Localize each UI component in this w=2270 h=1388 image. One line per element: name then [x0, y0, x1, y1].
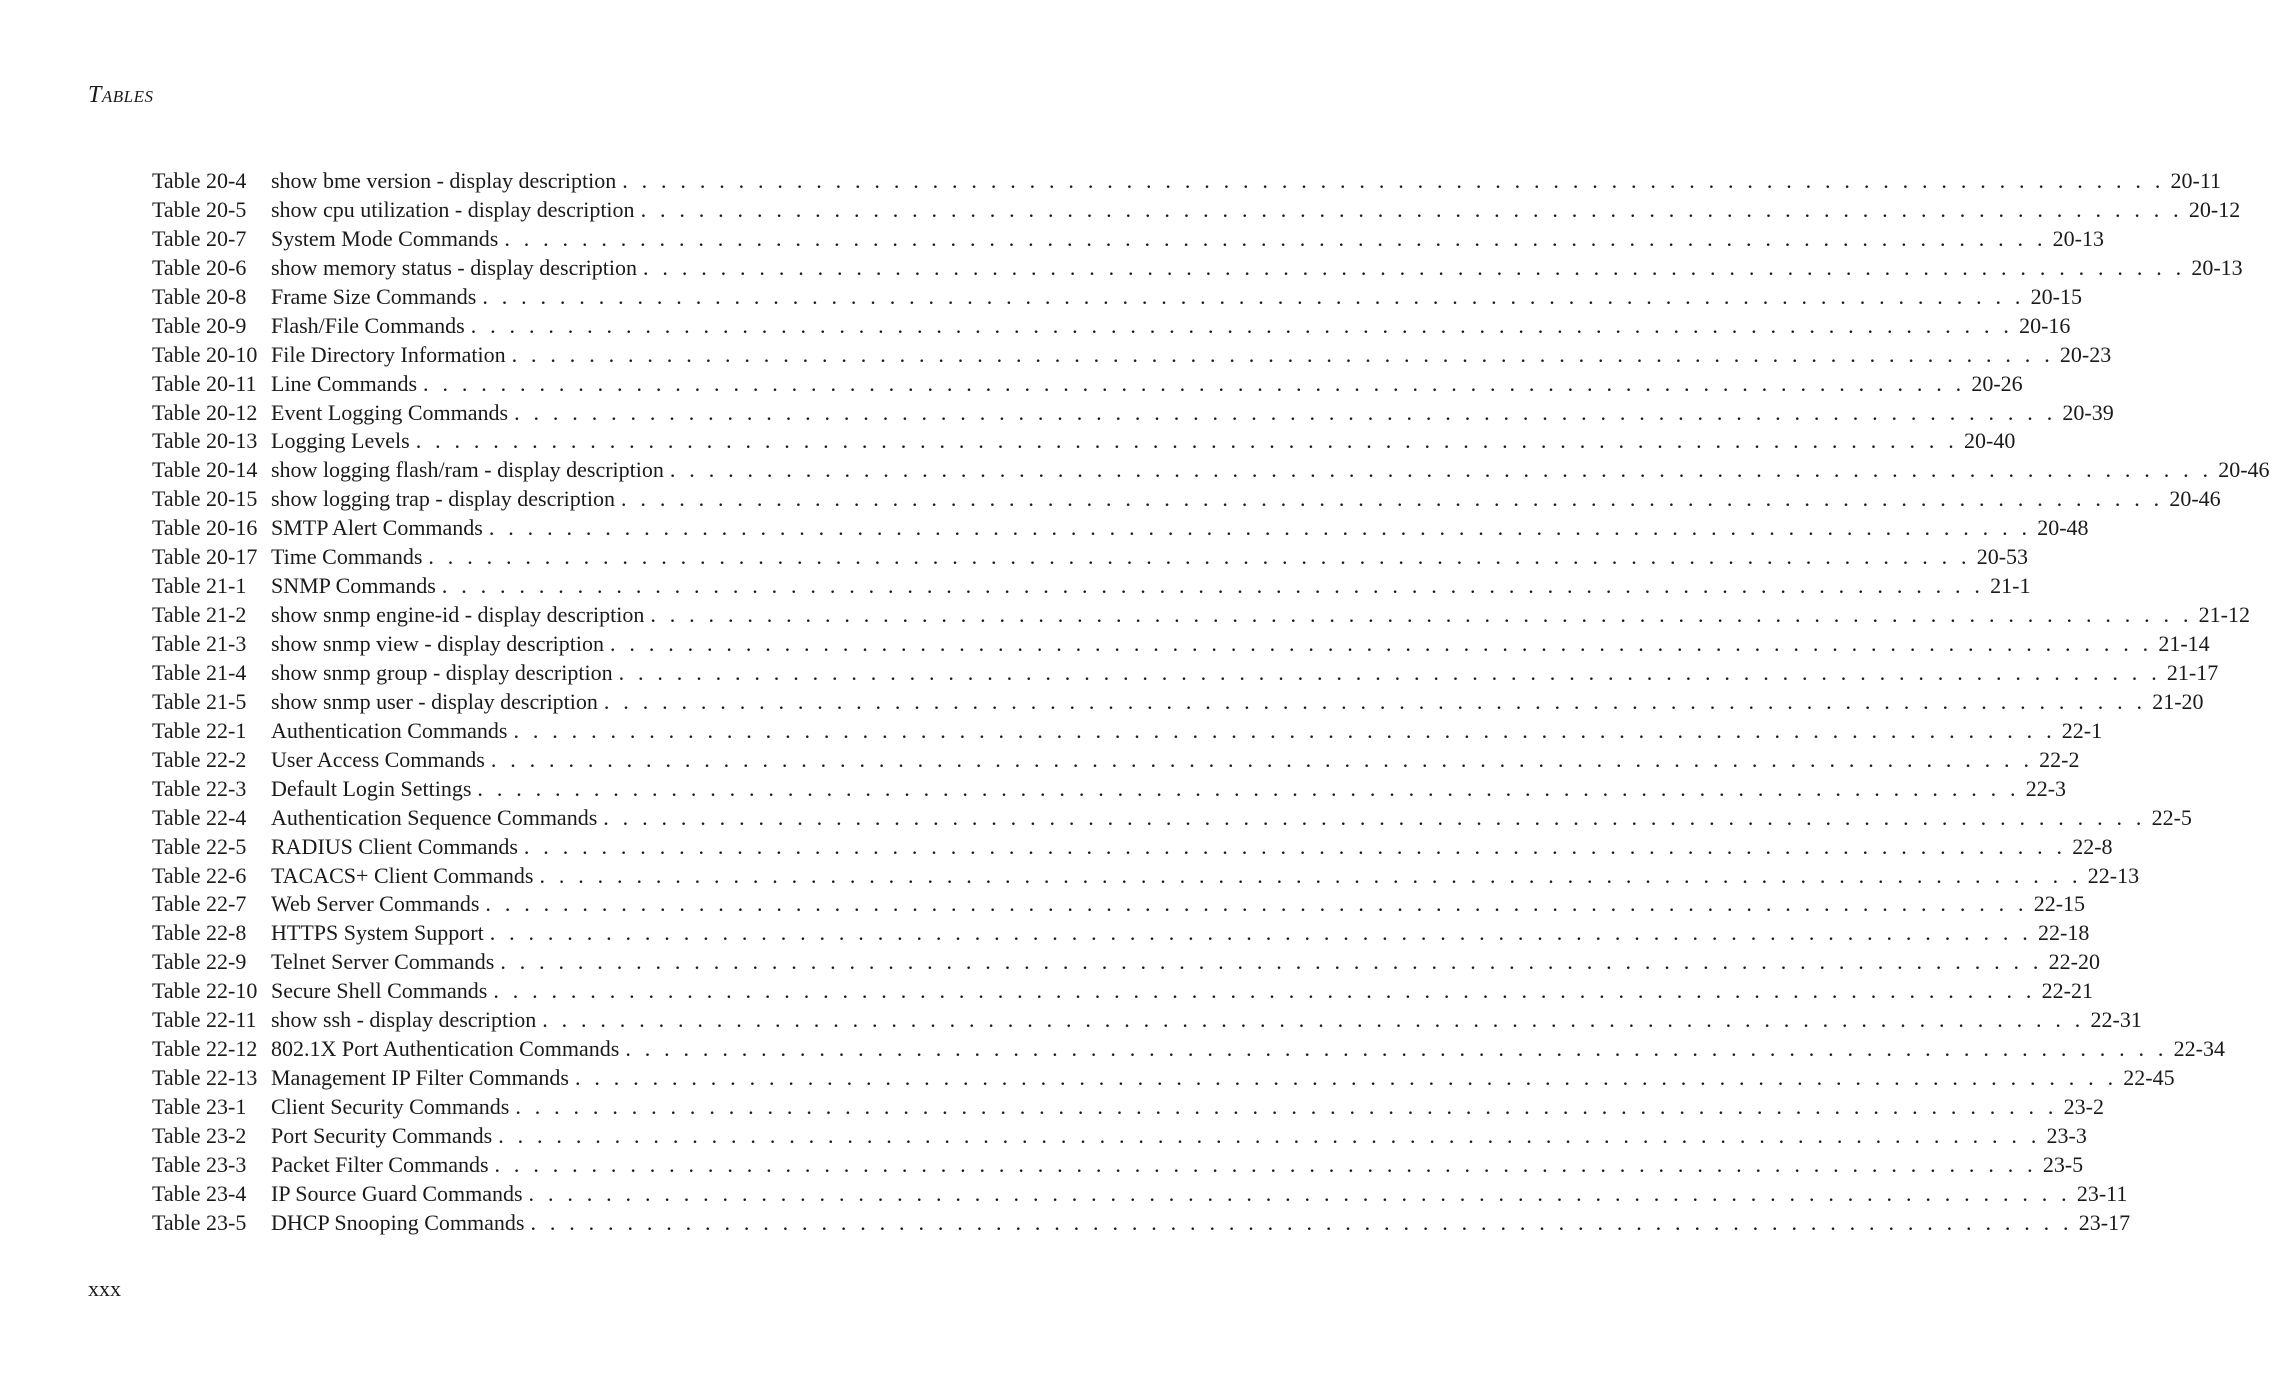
toc-entry-page: 21-1 — [1990, 573, 2031, 599]
toc-dot-leader: . . . . . . . . . . . . . . . . . . . . . . . . . . . . . . . . . . . . . . . . . . . . . . . . . . . . . . . . . . . . . . . . . . . . . . . . . . . . . . . . — [610, 631, 2153, 656]
toc-dot-leader: . . . . . . . . . . . . . . . . . . . . . . . . . . . . . . . . . . . . . . . . . . . . . . . . . . . . . . . . . . . . . . . . . . . . . . . . . . . . . . . . — [515, 1094, 2058, 1119]
toc-entry-number: Table 20-15 — [152, 486, 258, 512]
toc-entry-title: SNMP Commands — [271, 573, 436, 599]
toc-dot-leader: . . . . . . . . . . . . . . . . . . . . . . . . . . . . . . . . . . . . . . . . . . . . . . . . . . . . . . . . . . . . . . . . . . . . . . . . . . . . . . . . — [482, 283, 2025, 309]
toc-entry[interactable] — [152, 804, 2192, 833]
toc-entry-title: Management IP Filter Commands — [271, 1065, 569, 1091]
toc-entry-title: show memory status - display description — [271, 254, 638, 280]
toc-entry-page: 20-13 — [2052, 225, 2104, 251]
toc-entry-page: 22-3 — [2025, 775, 2067, 801]
toc-entry[interactable] — [152, 1006, 2142, 1035]
toc-entry-number: Table 21-4 — [152, 659, 247, 685]
toc-entry-number: Table 23-2 — [152, 1122, 247, 1148]
toc-entry-title: Logging Levels — [271, 428, 410, 454]
toc-entry-number: Table 20-4 — [152, 168, 247, 193]
toc-entry-number: Table 22-5 — [152, 833, 247, 859]
toc-entry[interactable] — [152, 1035, 2225, 1064]
table-of-tables — [152, 167, 2270, 1238]
toc-entry-page: 22-18 — [2038, 920, 2090, 946]
toc-entry-page: 20-11 — [2170, 168, 2222, 193]
toc-entry-title: DHCP Snooping Commands — [271, 1209, 525, 1235]
toc-entry-title: show snmp group - display description — [271, 659, 613, 685]
toc-entry-page: 22-20 — [2048, 949, 2100, 975]
toc-entry[interactable] — [152, 630, 2210, 659]
toc-entry-title: show bme version - display description — [271, 168, 617, 193]
toc-entry-number: Table 23-1 — [152, 1094, 247, 1119]
toc-entry-number: Table 22-12 — [152, 1036, 258, 1062]
toc-entry-number: Table 22-3 — [152, 775, 247, 801]
toc-entry-page: 22-45 — [2123, 1065, 2175, 1091]
toc-dot-leader: . . . . . . . . . . . . . . . . . . . . . . . . . . . . . . . . . . . . . . . . . . . . . . . . . . . . . . . . . . . . . . . . . . . . . . . . . . . . . . . . — [669, 457, 2213, 483]
toc-entry-number: Table 22-8 — [152, 920, 247, 946]
toc-entry-title: User Access Commands — [271, 746, 485, 772]
toc-entry-number: Table 20-12 — [152, 399, 258, 425]
toc-entry-number: Table 22-6 — [152, 862, 247, 888]
toc-entry-page: 22-2 — [2039, 746, 2080, 772]
toc-entry[interactable] — [152, 862, 2140, 891]
toc-entry[interactable] — [152, 1151, 2084, 1180]
toc-entry-page: 23-17 — [2078, 1209, 2131, 1235]
toc-entry-title: Event Logging Commands — [271, 399, 509, 425]
toc-entry-title: show ssh - display description — [271, 1007, 537, 1033]
toc-entry-title: Telnet Server Commands — [271, 949, 495, 975]
toc-entry-page: 21-20 — [2152, 688, 2204, 714]
toc-entry-title: show snmp view - display description — [271, 631, 605, 656]
toc-entry-page: 22-15 — [2033, 891, 2086, 917]
toc-entry-number: Table 22-13 — [152, 1065, 258, 1091]
toc-entry[interactable] — [152, 167, 2222, 196]
toc-entry-page: 22-8 — [2072, 833, 2113, 859]
toc-entry-number: Table 22-11 — [152, 1007, 257, 1033]
toc-entry[interactable] — [152, 775, 2067, 804]
toc-entry-number: Table 20-8 — [152, 283, 247, 309]
toc-entry-number: Table 22-10 — [152, 978, 258, 1004]
toc-entry[interactable] — [152, 456, 2270, 485]
toc-dot-leader: . . . . . . . . . . . . . . . . . . . . . . . . . . . . . . . . . . . . . . . . . . . . . . . . . . . . . . . . . . . . . . . . . . . . . . . . . . . . . . . . — [493, 978, 2036, 1004]
toc-entry-title: Client Security Commands — [271, 1094, 510, 1119]
toc-entry-page: 20-16 — [2019, 312, 2071, 338]
toc-dot-leader: . . . . . . . . . . . . . . . . . . . . . . . . . . . . . . . . . . . . . . . . . . . . . . . . . . . . . . . . . . . . . . . . . . . . . . . . . . . . . . . . — [622, 168, 2165, 193]
toc-entry[interactable] — [152, 399, 2114, 428]
toc-entry[interactable] — [152, 283, 2082, 312]
toc-dot-leader: . . . . . . . . . . . . . . . . . . . . . . . . . . . . . . . . . . . . . . . . . . . . . . . . . . . . . . . . . . . . . . . . . . . . . . . . . . . . . . . . — [511, 341, 2054, 367]
toc-dot-leader: . . . . . . . . . . . . . . . . . . . . . . . . . . . . . . . . . . . . . . . . . . . . . . . . . . . . . . . . . . . . . . . . . . . . . . . . . . . . . . . . — [514, 399, 2057, 425]
toc-entry-page: 23-2 — [2063, 1094, 2104, 1119]
toc-dot-leader: . . . . . . . . . . . . . . . . . . . . . . . . . . . . . . . . . . . . . . . . . . . . . . . . . . . . . . . . . . . . . . . . . . . . . . . . . . . . . . . . — [643, 254, 2186, 280]
toc-dot-leader: . . . . . . . . . . . . . . . . . . . . . . . . . . . . . . . . . . . . . . . . . . . . . . . . . . . . . . . . . . . . . . . . . . . . . . . . . . . . . . . . — [490, 746, 2034, 772]
toc-entry-title: HTTPS System Support — [271, 920, 484, 946]
toc-entry-title: Port Security Commands — [271, 1122, 493, 1148]
toc-entry[interactable] — [152, 919, 2090, 948]
toc-entry[interactable] — [152, 688, 2204, 717]
toc-entry[interactable] — [152, 890, 2086, 919]
toc-dot-leader: . . . . . . . . . . . . . . . . . . . . . . . . . . . . . . . . . . . . . . . . . . . . . . . . . . . . . . . . . . . . . . . . . . . . . . . . . . . . . . . . — [530, 1209, 2073, 1235]
toc-entry[interactable] — [152, 1064, 2175, 1093]
toc-entry[interactable] — [152, 572, 2031, 601]
toc-dot-leader: . . . . . . . . . . . . . . . . . . . . . . . . . . . . . . . . . . . . . . . . . . . . . . . . . . . . . . . . . . . . . . . . . . . . . . . . . . . . . . . . — [528, 1180, 2071, 1206]
page-number: xxx — [88, 1276, 121, 1301]
toc-entry[interactable] — [152, 717, 2103, 746]
toc-dot-leader: . . . . . . . . . . . . . . . . . . . . . . . . . . . . . . . . . . . . . . . . . . . . . . . . . . . . . . . . . . . . . . . . . . . . . . . . . . . . . . . . — [513, 717, 2056, 743]
toc-entry-page: 22-34 — [2173, 1036, 2225, 1062]
toc-entry-number: Table 20-6 — [152, 254, 247, 280]
toc-entry-page: 22-21 — [2041, 978, 2093, 1004]
toc-entry[interactable] — [152, 948, 2100, 977]
toc-entry-title: show logging trap - display description — [271, 486, 616, 512]
toc-dot-leader: . . . . . . . . . . . . . . . . . . . . . . . . . . . . . . . . . . . . . . . . . . . . . . . . . . . . . . . . . . . . . . . . . . . . . . . . . . . . . . . . — [504, 225, 2047, 251]
toc-entry-title: Authentication Sequence Commands — [271, 804, 598, 830]
toc-dot-leader: . . . . . . . . . . . . . . . . . . . . . . . . . . . . . . . . . . . . . . . . . . . . . . . . . . . . . . . . . . . . . . . . . . . . . . . . . . . . . . . . — [618, 659, 2161, 685]
toc-entry-title: Default Login Settings — [271, 775, 472, 801]
toc-entry-page: 22-13 — [2087, 862, 2140, 888]
toc-entry[interactable] — [152, 1180, 2128, 1209]
toc-entry-title: Time Commands — [271, 544, 423, 570]
toc-entry-page: 20-13 — [2191, 254, 2243, 280]
toc-entry-number: Table 23-3 — [152, 1151, 247, 1177]
toc-dot-leader: . . . . . . . . . . . . . . . . . . . . . . . . . . . . . . . . . . . . . . . . . . . . . . . . . . . . . . . . . . . . . . . . . . . . . . . . . . . . . . . . — [500, 949, 2043, 975]
toc-entry[interactable] — [152, 977, 2093, 1006]
toc-dot-leader: . . . . . . . . . . . . . . . . . . . . . . . . . . . . . . . . . . . . . . . . . . . . . . . . . . . . . . . . . . . . . . . . . . . . . . . . . . . . . . . . — [441, 573, 1985, 599]
toc-dot-leader: . . . . . . . . . . . . . . . . . . . . . . . . . . . . . . . . . . . . . . . . . . . . . . . . . . . . . . . . . . . . . . . . . . . . . . . . . . . . . . . . — [523, 833, 2067, 859]
toc-entry-title: TACACS+ Client Commands — [271, 862, 534, 888]
toc-entry-page: 23-3 — [2046, 1122, 2087, 1148]
toc-entry-page: 22-31 — [2090, 1007, 2142, 1033]
toc-entry[interactable] — [152, 370, 2023, 399]
toc-dot-leader: . . . . . . . . . . . . . . . . . . . . . . . . . . . . . . . . . . . . . . . . . . . . . . . . . . . . . . . . . . . . . . . . . . . . . . . . . . . . . . . . — [494, 1151, 2037, 1177]
toc-entry-number: Table 22-7 — [152, 891, 247, 917]
toc-dot-leader: . . . . . . . . . . . . . . . . . . . . . . . . . . . . . . . . . . . . . . . . . . . . . . . . . . . . . . . . . . . . . . . . . . . . . . . . . . . . . . . . — [539, 862, 2082, 888]
toc-entry[interactable] — [152, 1122, 2087, 1151]
toc-entry-title: show cpu utilization - display description — [271, 196, 635, 222]
running-head: Tables — [88, 82, 154, 108]
toc-entry[interactable] — [152, 543, 2029, 572]
toc-entry[interactable] — [152, 196, 2241, 225]
toc-entry-page: 20-46 — [2218, 457, 2270, 483]
toc-entry-title: SMTP Alert Commands — [271, 515, 483, 541]
toc-entry-page: 23-5 — [2042, 1151, 2084, 1177]
toc-dot-leader: . . . . . . . . . . . . . . . . . . . . . . . . . . . . . . . . . . . . . . . . . . . . . . . . . . . . . . . . . . . . . . . . . . . . . . . . . . . . . . . . — [477, 775, 2020, 801]
toc-dot-leader: . . . . . . . . . . . . . . . . . . . . . . . . . . . . . . . . . . . . . . . . . . . . . . . . . . . . . . . . . . . . . . . . . . . . . . . . . . . . . . . . — [625, 1036, 2168, 1062]
toc-entry-title: 802.1X Port Authentication Commands — [271, 1036, 620, 1062]
toc-dot-leader: . . . . . . . . . . . . . . . . . . . . . . . . . . . . . . . . . . . . . . . . . . . . . . . . . . . . . . . . . . . . . . . . . . . . . . . . . . . . . . . . — [603, 804, 2146, 830]
toc-entry-title: show logging flash/ram - display description — [271, 457, 664, 483]
toc-dot-leader: . . . . . . . . . . . . . . . . . . . . . . . . . . . . . . . . . . . . . . . . . . . . . . . . . . . . . . . . . . . . . . . . . . . . . . . . . . . . . . . . — [542, 1007, 2085, 1033]
toc-dot-leader: . . . . . . . . . . . . . . . . . . . . . . . . . . . . . . . . . . . . . . . . . . . . . . . . . . . . . . . . . . . . . . . . . . . . . . . . . . . . . . . . — [485, 891, 2028, 917]
toc-entry-number: Table 21-1 — [152, 573, 247, 599]
toc-entry-number: Table 20-10 — [152, 341, 258, 367]
toc-entry[interactable] — [152, 341, 2112, 370]
toc-entry-number: Table 20-11 — [152, 370, 257, 396]
toc-entry-number: Table 22-2 — [152, 746, 247, 772]
toc-entry[interactable] — [152, 601, 2250, 630]
toc-entry-title: Line Commands — [271, 370, 418, 396]
toc-entry-title: File Directory Information — [271, 341, 506, 367]
toc-entry[interactable] — [152, 1093, 2104, 1122]
toc-entry-page: 20-23 — [2059, 341, 2112, 367]
toc-entry-number: Table 20-16 — [152, 515, 258, 541]
toc-dot-leader: . . . . . . . . . . . . . . . . . . . . . . . . . . . . . . . . . . . . . . . . . . . . . . . . . . . . . . . . . . . . . . . . . . . . . . . . . . . . . . . . — [498, 1122, 2041, 1148]
toc-entry[interactable] — [152, 514, 2089, 543]
toc-dot-leader: . . . . . . . . . . . . . . . . . . . . . . . . . . . . . . . . . . . . . . . . . . . . . . . . . . . . . . . . . . . . . . . . . . . . . . . . . . . . . . . . — [470, 312, 2014, 338]
toc-entry-page: 21-17 — [2166, 659, 2219, 685]
toc-entry-number: Table 20-7 — [152, 225, 247, 251]
toc-entry[interactable] — [152, 254, 2243, 283]
toc-entry-title: Authentication Commands — [271, 717, 508, 743]
toc-entry[interactable] — [152, 225, 2104, 254]
toc-entry-number: Table 21-3 — [152, 631, 247, 656]
toc-entry-page: 20-39 — [2062, 399, 2114, 425]
toc-dot-leader: . . . . . . . . . . . . . . . . . . . . . . . . . . . . . . . . . . . . . . . . . . . . . . . . . . . . . . . . . . . . . . . . . . . . . . . . . . . . . . . . — [621, 486, 2164, 512]
toc-entry-page: 20-48 — [2037, 515, 2089, 541]
toc-entry-page: 20-46 — [2169, 486, 2221, 512]
toc-entry-number: Table 22-1 — [152, 717, 247, 743]
toc-entry[interactable] — [152, 485, 2221, 514]
toc-entry-number: Table 20-13 — [152, 428, 258, 454]
toc-entry-number: Table 21-5 — [152, 688, 247, 714]
toc-entry-page: 20-15 — [2030, 283, 2082, 309]
toc-entry-page: 20-12 — [2188, 196, 2241, 222]
toc-dot-leader: . . . . . . . . . . . . . . . . . . . . . . . . . . . . . . . . . . . . . . . . . . . . . . . . . . . . . . . . . . . . . . . . . . . . . . . . . . . . . . . . — [428, 544, 1971, 570]
toc-entry[interactable] — [152, 312, 2071, 341]
toc-entry-title: IP Source Guard Commands — [271, 1180, 523, 1206]
toc-entry[interactable] — [152, 1209, 2131, 1238]
toc-entry-title: System Mode Commands — [271, 225, 499, 251]
toc-entry-number: Table 22-4 — [152, 804, 247, 830]
toc-dot-leader: . . . . . . . . . . . . . . . . . . . . . . . . . . . . . . . . . . . . . . . . . . . . . . . . . . . . . . . . . . . . . . . . . . . . . . . . . . . . . . . . — [574, 1065, 2118, 1091]
toc-entry-page: 21-14 — [2158, 631, 2210, 656]
toc-entry-number: Table 20-5 — [152, 196, 247, 222]
toc-entry-number: Table 20-17 — [152, 544, 258, 570]
toc-entry-page: 22-1 — [2061, 717, 2103, 743]
toc-entry-title: Flash/File Commands — [271, 312, 465, 338]
toc-entry-number: Table 20-14 — [152, 457, 258, 483]
toc-dot-leader: . . . . . . . . . . . . . . . . . . . . . . . . . . . . . . . . . . . . . . . . . . . . . . . . . . . . . . . . . . . . . . . . . . . . . . . . . . . . . . . . — [650, 602, 2193, 628]
toc-entry-page: 20-40 — [1964, 428, 2016, 454]
toc-entry-title: show snmp user - display description — [271, 688, 598, 714]
toc-dot-leader: . . . . . . . . . . . . . . . . . . . . . . . . . . . . . . . . . . . . . . . . . . . . . . . . . . . . . . . . . . . . . . . . . . . . . . . . . . . . . . . . — [423, 370, 1966, 396]
toc-entry-number: Table 21-2 — [152, 602, 247, 628]
toc-entry-title: Web Server Commands — [271, 891, 480, 917]
toc-entry-title: Secure Shell Commands — [271, 978, 488, 1004]
toc-entry-page: 22-5 — [2151, 804, 2192, 830]
toc-entry-page: 20-26 — [1971, 370, 2023, 396]
toc-entry-number: Table 23-4 — [152, 1180, 247, 1206]
toc-entry-number: Table 23-5 — [152, 1209, 247, 1235]
toc-entry-number: Table 20-9 — [152, 312, 247, 338]
toc-dot-leader: . . . . . . . . . . . . . . . . . . . . . . . . . . . . . . . . . . . . . . . . . . . . . . . . . . . . . . . . . . . . . . . . . . . . . . . . . . . . . . . . — [603, 688, 2147, 714]
toc-dot-leader: . . . . . . . . . . . . . . . . . . . . . . . . . . . . . . . . . . . . . . . . . . . . . . . . . . . . . . . . . . . . . . . . . . . . . . . . . . . . . . . . — [488, 515, 2032, 541]
toc-entry-title: Frame Size Commands — [271, 283, 477, 309]
toc-dot-leader: . . . . . . . . . . . . . . . . . . . . . . . . . . . . . . . . . . . . . . . . . . . . . . . . . . . . . . . . . . . . . . . . . . . . . . . . . . . . . . . . — [640, 196, 2183, 222]
toc-entry[interactable] — [152, 833, 2113, 862]
toc-entry-page: 23-11 — [2076, 1180, 2128, 1206]
toc-entry[interactable] — [152, 659, 2219, 688]
toc-entry-page: 21-12 — [2198, 602, 2250, 628]
toc-entry-page: 20-53 — [1976, 544, 2029, 570]
toc-dot-leader: . . . . . . . . . . . . . . . . . . . . . . . . . . . . . . . . . . . . . . . . . . . . . . . . . . . . . . . . . . . . . . . . . . . . . . . . . . . . . . . . — [489, 920, 2033, 946]
toc-entry[interactable] — [152, 746, 2080, 775]
toc-entry-title: show snmp engine-id - display description — [271, 602, 645, 628]
toc-entry-number: Table 22-9 — [152, 949, 247, 975]
toc-entry[interactable] — [152, 427, 2016, 456]
toc-entry-title: RADIUS Client Commands — [271, 833, 518, 859]
toc-dot-leader: . . . . . . . . . . . . . . . . . . . . . . . . . . . . . . . . . . . . . . . . . . . . . . . . . . . . . . . . . . . . . . . . . . . . . . . . . . . . . . . . — [415, 428, 1959, 454]
toc-entry-title: Packet Filter Commands — [271, 1151, 489, 1177]
